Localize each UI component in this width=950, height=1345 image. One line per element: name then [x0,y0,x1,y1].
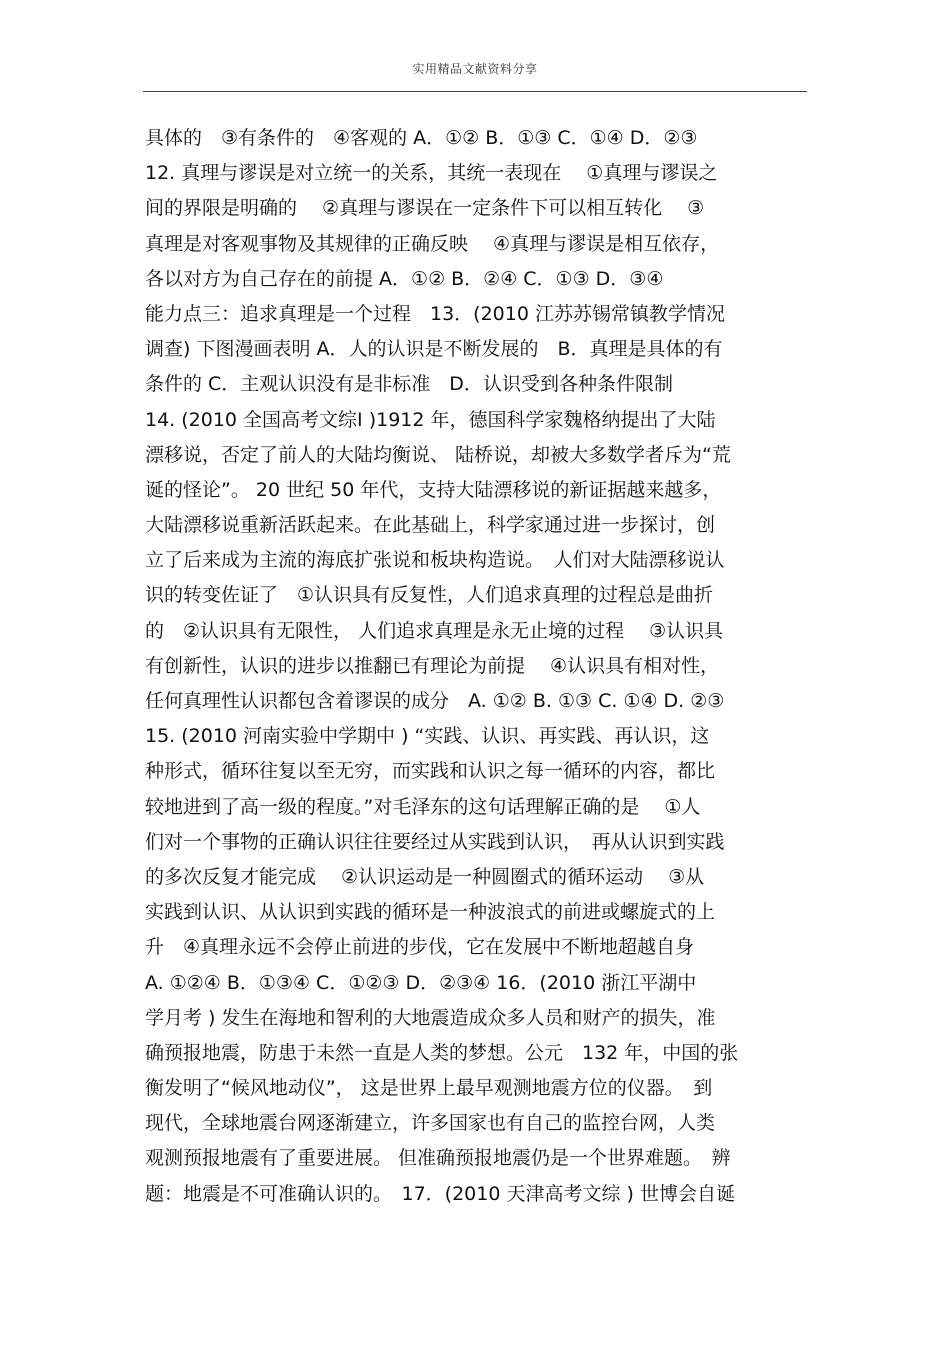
text-line: 升 ④真理永远不会停止前进的步伐，它在发展中不断地超越自身 [145,936,695,959]
text-line: 12. 真理与谬误是对立统一的关系，其统一表现在 ①真理与谬误之 [145,162,718,185]
text-line: 立了后来成为主流的海底扩张说和板块构造说。 人们对大陆漂移说认 [145,549,725,572]
text-line: 各以对方为自己存在的前提 A．①② B．②④ C．①③ D．③④ [145,267,664,290]
text-line: 任何真理性认识都包含着谬误的成分 A. ①② B. ①③ C. ①④ D. ②③ [145,690,725,712]
text-line: 题：地震是不可准确认识的。 17．(2010 天津高考文综 ) 世博会自诞 [145,1182,735,1205]
header-divider [143,91,807,92]
text-line: 诞的怪论”。 20 世纪 50 年代，支持大陆漂移说的新证据越来越多， [145,478,722,501]
text-line: 调查) 下图漫画表明 A．人的认识是不断发展的 B．真理是具体的有 [145,338,723,361]
text-line: 能力点三：追求真理是一个过程 13．(2010 江苏苏锡常镇教学情况 [145,302,725,325]
text-line: 14. (2010 全国高考文综Ⅰ )1912 年，德国科学家魏格纳提出了大陆 [145,408,716,431]
page-header: 实用精品文献资料分享 [412,62,538,76]
text-line: 间的界限是明确的 ②真理与谬误在一定条件下可以相互转化 ③ [145,197,705,220]
text-line: 识的转变佐证了 ①认识具有反复性，人们追求真理的过程总是曲折 [145,584,714,607]
text-line: 们对一个事物的正确认识往往要经过从实践到认识， 再从认识到实践 [145,830,725,853]
text-line: 确预报地震，防患于未然一直是人类的梦想。公元 132 年，中国的张 [145,1041,739,1064]
text-line: 种形式，循环往复以至无穷，而实践和认识之每一循环的内容，都比 [145,760,716,783]
text-line: 现代，全球地震台网逐渐建立，许多国家也有自己的监控台网，人类 [145,1112,716,1135]
text-line: 真理是对客观事物及其规律的正确反映 ④真理与谬误是相互依存， [145,232,720,255]
body-text [145,121,813,1212]
text-line: 条件的 C．主观认识没有是非标准 D．认识受到各种条件限制 [145,373,673,396]
text-line: 15. (2010 河南实验中学期中 ) “实践、认识、再实践、再认识，这 [145,725,710,748]
text-line: 实践到认识、从认识到实践的循环是一种波浪式的前进或螺旋式的上 [145,901,716,924]
text-line: 漂移说，否定了前人的大陆均衡说、 陆桥说，却被大多数学者斥为“荒 [145,443,731,466]
text-line: 衡发明了“候风地动仪”， 这是世界上最早观测地震方位的仪器。 到 [145,1077,713,1100]
text-line: 大陆漂移说重新活跃起来。在此基础上，科学家通过进一步探讨，创 [145,514,716,537]
text-line: 的 ②认识具有无限性， 人们追求真理是永无止境的过程 ③认识具 [145,619,724,642]
text-line: A. ①②④ B．①③④ C．①②③ D．②③④ 16．(2010 浙江平湖中 [145,971,697,994]
text-line: 学月考 ) 发生在海地和智利的大地震造成众多人员和财产的损失，准 [145,1006,716,1029]
text-line: 有创新性，认识的进步以推翻已有理论为前提 ④认识具有相对性， [145,654,720,677]
text-line: 具体的 ③有条件的 ④客观的 A．①② B．①③ C．①④ D．②③ [145,127,698,149]
text-line: 的多次反复才能完成 ②认识运动是一种圆圈式的循环运动 ③从 [145,865,705,888]
text-line: 观测预报地震有了重要进展。 但准确预报地震仍是一个世界难题。 辨 [145,1147,731,1170]
text-line: 较地进到了高一级的程度。”对毛泽东的这句话理解正确的是 ①人 [145,795,701,818]
